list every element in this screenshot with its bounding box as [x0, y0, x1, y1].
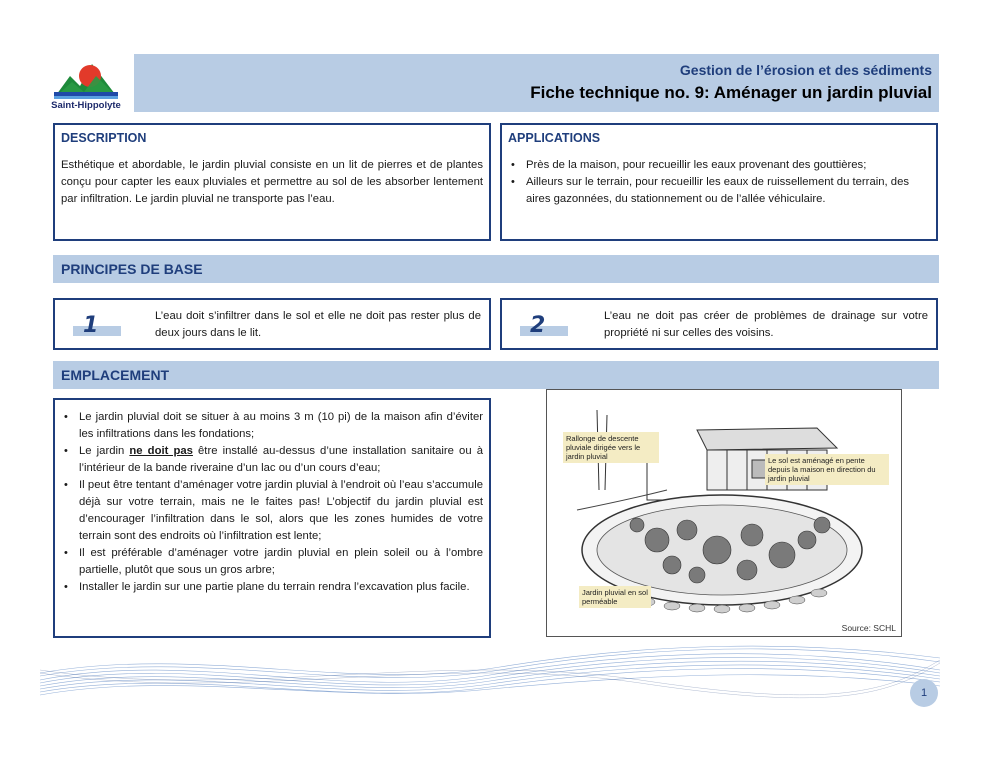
description-text: Esthétique et abordable, le jardin pluvial consiste en un lit de pierres et de plantes conçu pour capter les eaux pluviales et permettre au sol de les absorber lentement par infiltration. Le jardin pluvial ne transporte pas l’eau. [61, 159, 483, 205]
principle-2-box [500, 298, 938, 350]
list-item: • Il peut être tentant d’aménager votre jardin pluvial à l’endroit où l’eau s’accumule déjà sur votre terrain, mais ne le faites pas! L’objectif du jardin pluvial est d’encourager l’infiltration dans le sol, alors que les zones humides de votre terrain sont des endroits où l’infiltration est lente; [79, 477, 483, 545]
list-item: • Il est préférable d’aménager votre jardin pluvial en plein soleil ou à l’ombre partielle, plutôt que sous un gros arbre; [79, 545, 483, 579]
number-one-icon [73, 312, 121, 336]
list-item: • Ailleurs sur le terrain, pour recueillir les eaux de ruissellement du terrain, des aires gazonnées, du stationnement ou de l’allée véhiculaire. [526, 174, 932, 208]
logo-text: Saint-Hippolyte [51, 100, 121, 111]
principle-1-box [53, 298, 491, 350]
number-two-glyph: 2 [530, 313, 546, 336]
page-number: 1 [910, 679, 938, 707]
principle-1-text: L’eau doit s’infiltrer dans le sol et elle ne doit pas rester plus de deux jours dans le lit. [155, 310, 481, 339]
applications-box [500, 123, 938, 241]
label-garden: Jardin pluvial en sol perméable [579, 586, 651, 608]
emplacement-box [53, 398, 491, 638]
applications-list [508, 157, 932, 208]
number-two-icon [520, 312, 568, 336]
description-box [53, 123, 491, 241]
list-item: • Le jardin ne doit pas être installé au-dessus d’une installation sanitaire ou à l’intérieur de la bande riveraine d’un lac ou d’un cours d’eau; [79, 443, 483, 477]
rain-garden-illustration [546, 389, 902, 637]
list-item: • Le jardin pluvial doit se situer à au moins 3 m (10 pi) de la maison afin d’éviter les infiltrations dans les fondations; [79, 409, 483, 443]
emplacement-title: EMPLACEMENT [61, 367, 170, 383]
principes-band [53, 255, 939, 283]
emphasis: ne doit pas [129, 445, 193, 457]
label-downspout: Rallonge de descente pluviale dirigée vers le jardin pluvial [563, 432, 659, 463]
emplacement-list [61, 409, 483, 596]
figure-source: Source: SCHL [841, 623, 896, 633]
list-item: • Près de la maison, pour recueillir les eaux provenant des gouttières; [526, 157, 932, 174]
description-title: DESCRIPTION [61, 131, 147, 145]
principle-2-text: L’eau ne doit pas créer de problèmes de drainage sur votre propriété ni sur celles des voisins. [604, 310, 928, 339]
decorative-wave [40, 640, 940, 710]
header-subtitle: Gestion de l’érosion et des sédiments [679, 62, 932, 78]
label-slope: Le sol est aménagé en pente depuis la maison en direction du jardin pluvial [765, 454, 889, 485]
page-title: Fiche technique no. 9: Aménager un jardin pluvial [530, 83, 932, 102]
emplacement-band [53, 361, 939, 389]
number-one-glyph: 1 [83, 313, 99, 336]
applications-title: APPLICATIONS [508, 131, 601, 145]
list-item: • Installer le jardin sur une partie plane du terrain rendra l’excavation plus facile. [79, 579, 483, 596]
principes-title: PRINCIPES DE BASE [61, 261, 203, 277]
